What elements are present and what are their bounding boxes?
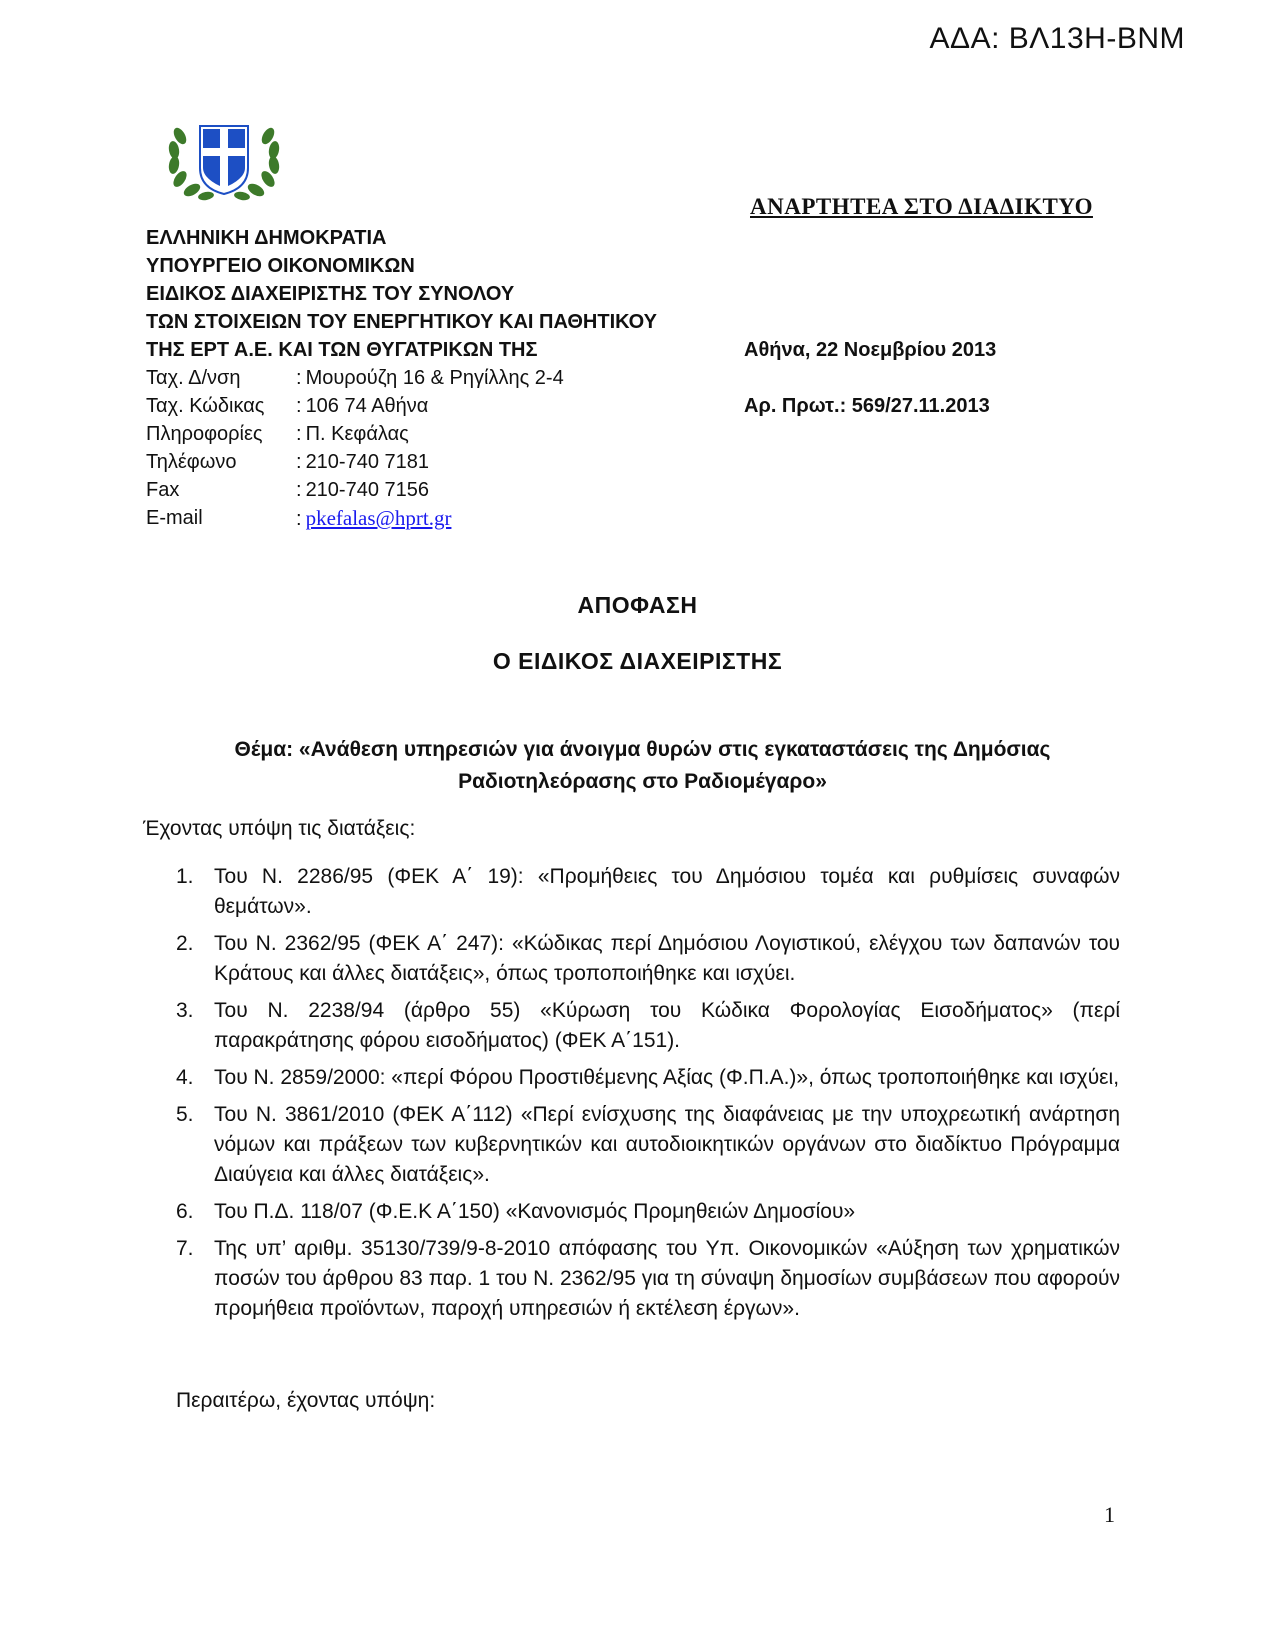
subject-line: Θέμα: «Ανάθεση υπηρεσιών για άνοιγμα θυρών στις εγκαταστάσεις της Δημόσιας <box>234 738 1051 761</box>
contact-fax: Fax : 210-740 7156 <box>146 476 806 504</box>
contact-phone: Τηλέφωνο : 210-740 7181 <box>146 448 806 476</box>
item-text: Του Ν. 2286/95 (ΦΕΚ Α΄ 19): «Προμήθειες του Δημόσιου τομέα και ρυθμίσεις συναφών θεμάτων». <box>214 865 1120 918</box>
document-date: Αθήνα, 22 Νοεμβρίου 2013 <box>744 339 997 361</box>
item-number: 2. <box>176 932 194 955</box>
contact-label: E-mail <box>146 507 203 529</box>
subject-line: Ραδιοτηλεόρασης στο Ραδιομέγαρο» <box>458 770 827 793</box>
email-link[interactable]: pkefalas@hprt.gr <box>305 506 452 530</box>
item-text: Της υπ’ αριθμ. 35130/739/9-8-2010 απόφασης του Υπ. Οικονομικών «Αύξηση των χρηματικών ποσών του άρθρου 83 παρ. 1 του Ν. 2362/95 για τη σύναψη δημοσίων συμβάσεων που αφορούν προμήθεια προϊόντων, παροχή υπηρεσιών ή εκτέλεση έργων». <box>214 1237 1120 1320</box>
decision-title: ΑΠΟΦΑΣΗ <box>577 592 698 618</box>
further-text: Περαιτέρω, έχοντας υπόψη: <box>176 1389 436 1412</box>
issuer-header <box>146 224 806 533</box>
intro-text: Έχοντας υπόψη τις διατάξεις: <box>143 817 416 840</box>
item-number: 6. <box>176 1200 194 1223</box>
header-line: ΥΠΟΥΡΓΕΙΟ ΟΙΚΟΝΟΜΙΚΩΝ <box>146 255 415 277</box>
contact-address: Ταχ. Δ/νση : Μουρούζη 16 & Ρηγίλλης 2-4 <box>146 364 806 392</box>
protocol-number: Αρ. Πρωτ.: 569/27.11.2013 <box>744 395 990 417</box>
ada-code: ΑΔΑ: ΒΛ13Η-ΒΝΜ <box>929 22 1185 55</box>
item-text: Του Ν. 2238/94 (άρθρο 55) «Κύρωση του Κώδικα Φορολογίας Εισοδήματος» (περί παρακράτησης φόρου εισοδήματος) (ΦΕΚ Α΄151). <box>214 999 1120 1052</box>
provisions-list <box>176 862 1120 1331</box>
item-text: Του Ν. 2859/2000: «περί Φόρου Προστιθέμενης Αξίας (Φ.Π.Α.)», όπως τροποποιήθηκε και ισχύει, <box>214 1066 1120 1089</box>
page-number: 1 <box>1104 1502 1115 1527</box>
contact-value: Π. Κεφάλας <box>305 423 409 445</box>
item-text: Του Ν. 2362/95 (ΦΕΚ Α΄ 247): «Κώδικας περί Δημόσιου Λογιστικού, ελέγχου των δαπανών του Κράτους και άλλες διατάξεις», όπως τροποποιήθηκε και ισχύει. <box>214 932 1120 985</box>
contact-value: 106 74 Αθήνα <box>305 395 429 417</box>
list-item <box>176 862 1120 922</box>
contact-value: 210-740 7156 <box>305 479 430 501</box>
header-line: ΕΛΛΗΝΙΚΗ ΔΗΜΟΚΡΑΤΙΑ <box>146 227 387 249</box>
item-number: 3. <box>176 999 194 1022</box>
contact-info: Πληροφορίες : Π. Κεφάλας <box>146 420 806 448</box>
list-item <box>176 1100 1120 1190</box>
header-line: ΕΙΔΙΚΟΣ ΔΙΑΧΕΙΡΙΣΤΗΣ ΤΟΥ ΣΥΝΟΛΟΥ <box>146 283 515 305</box>
contact-postal-code: Ταχ. Κώδικας : 106 74 Αθήνα <box>146 392 806 420</box>
item-number: 1. <box>176 865 194 888</box>
list-item <box>176 1063 1120 1093</box>
contact-label: Τηλέφωνο <box>146 451 237 473</box>
contact-label: Fax <box>146 479 180 501</box>
item-text: Του Π.Δ. 118/07 (Φ.Ε.Κ Α΄150) «Κανονισμός Προμηθειών Δημοσίου» <box>214 1200 856 1223</box>
list-item <box>176 929 1120 989</box>
list-item <box>176 1197 1120 1227</box>
item-number: 4. <box>176 1066 194 1089</box>
header-line: ΤΩΝ ΣΤΟΙΧΕΙΩΝ ΤΟΥ ΕΝΕΡΓΗΤΙΚΟΥ ΚΑΙ ΠΑΘΗΤΙΚΟΥ <box>146 311 657 333</box>
item-text: Του Ν. 3861/2010 (ΦΕΚ Α΄112) «Περί ενίσχυσης της διαφάνειας με την υποχρεωτική ανάρτηση νόμων και πράξεων των κυβερνητικών και αυτοδιοικητικών οργάνων στο διαδίκτυο Πρόγραμμα Διαύγεια και άλλες διατάξεις». <box>214 1103 1120 1186</box>
list-item <box>176 996 1120 1056</box>
contact-value: Μουρούζη 16 & Ρηγίλλης 2-4 <box>305 367 564 389</box>
item-number: 7. <box>176 1237 194 1260</box>
list-item <box>176 1234 1120 1324</box>
contact-email: E-mail : pkefalas@hprt.gr <box>146 504 806 533</box>
contact-value: 210-740 7181 <box>305 451 430 473</box>
authority-title: Ο ΕΙΔΙΚΟΣ ΔΙΑΧΕΙΡΙΣΤΗΣ <box>492 648 783 674</box>
header-line: ΤΗΣ ΕΡΤ Α.Ε. ΚΑΙ ΤΩΝ ΘΥΓΑΤΡΙΚΩΝ ΤΗΣ <box>146 339 538 361</box>
contact-label: Πληροφορίες <box>146 423 263 445</box>
subject-block <box>180 734 1105 798</box>
item-number: 5. <box>176 1103 194 1126</box>
greek-state-emblem-icon <box>166 118 282 202</box>
contact-label: Ταχ. Κώδικας <box>146 395 265 417</box>
posting-notice: ΑΝΑΡΤΗΤΕΑ ΣΤΟ ΔΙΑΔΙΚΤΥΟ <box>750 194 1093 219</box>
contact-label: Ταχ. Δ/νση <box>146 367 241 389</box>
